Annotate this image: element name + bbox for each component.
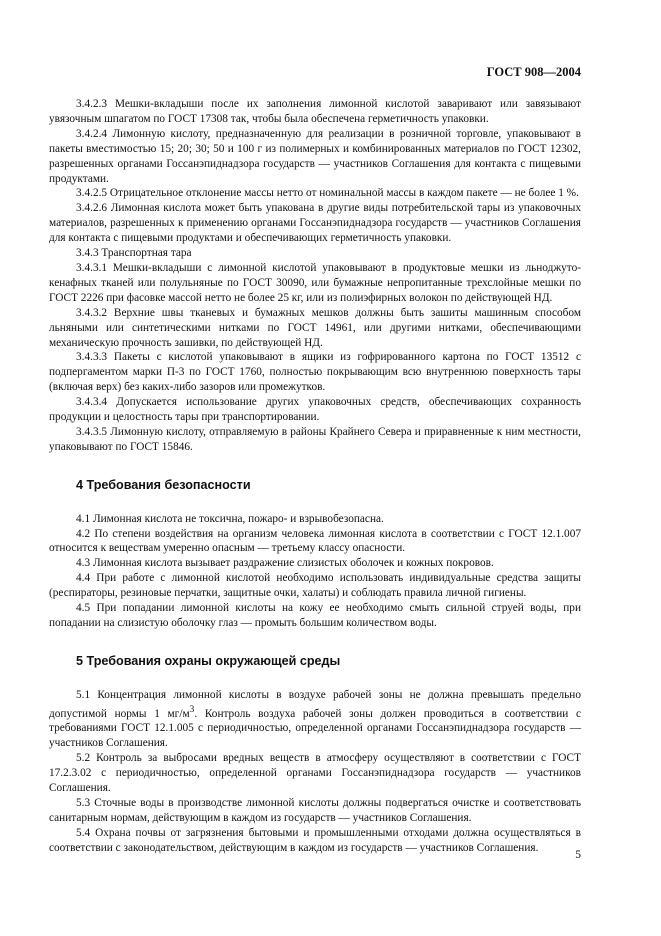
document-code-header: ГОСТ 908—2004 (486, 65, 581, 79)
paragraph-3-4-2-3: 3.4.2.3 Мешки-вкладыши после их заполнения лимонной кислотой заваривают или завязывают увязочным шпагатом по ГОСТ 17308 так, чтобы была обеспечена герметичность упаковки. (49, 98, 581, 125)
paragraph-3-4-3-3: 3.4.3.3 Пакеты с кислотой упаковывают в ящики из гофрированного картона по ГОСТ 13512 с подпергаментом марки П-3 по ГОСТ 1760, полностью покрывающим всю внутреннюю поверхность тары (включая верх) без каких-либо зазоров или промежутков. (49, 351, 581, 394)
paragraph-3-4-2-4: 3.4.2.4 Лимонную кислоту, предназначенную для реализации в розничной торговле, упаковывают в пакеты вместимостью 15; 20; 30; 50 и 100 г из полимерных и комбинированных материалов по ГОСТ 12302, разрешенных органами Госсанэпиднадзора государств — участников Соглашения для контакта с пищевыми продуктами. (49, 127, 581, 185)
paragraph-3-4-3-1: 3.4.3.1 Мешки-вкладыши с лимонной кислотой упаковывают в продуктовые мешки из льноджуто-кенафных тканей или полульняные по ГОСТ 30090, или бумажные непропитанные трехслойные мешки по ГОСТ 2226 при фасовке массой нетто не более 25 кг, или из полиэфирных волокон по действующей НД. (49, 261, 581, 304)
paragraph-3-4-2-6: 3.4.2.6 Лимонная кислота может быть упакована в другие виды потребительской тары из упаковочных материалов, разрешенных к применению органами Госсанэпиднадзора государств — участников Соглашения для контакта с пищевыми продуктами и обеспечивающих герметичность упаковки. (49, 202, 581, 245)
paragraph-3-4-3-4: 3.4.3.4 Допускается использование других упаковочных средств, обеспечивающих сохранность продукции и целостность тары при транспортировании. (49, 396, 581, 424)
paragraph-5-1-end: . Контроль воздуха рабочей зоны должен проводиться в соответствии с требованиями ГОСТ 12.1.005 с периодичностью, определенной органами Госсанэпиднадзора государств — участников Соглашения. (49, 707, 582, 750)
paragraph-4-4: 4.4 При работе с лимонной кислотой необходимо использовать индивидуальные средства защиты (респираторы, резиновые перчатки, защитные очки, халаты) и соблюдать правила личной гигиены. (49, 572, 581, 600)
section-4-heading: 4 Требования безопасности (76, 477, 251, 492)
paragraph-3-4-3-5: 3.4.3.5 Лимонную кислоту, отправляемую в районы Крайнего Севера и приравненные к ним местности, упаковывают по ГОСТ 15846. (49, 425, 581, 453)
section-5-heading: 5 Требования охраны окружающей среды (76, 653, 341, 668)
subheading-3-4-3: 3.4.3 Транспортная тара (76, 247, 192, 260)
paragraph-5-1-start: 5.1 Концентрация лимонной кислоты в воздухе рабочей зоны не должна превышать предельно допустимой нормы 1 мг/м (49, 688, 581, 720)
document-body (49, 97, 581, 856)
page-number: 5 (575, 849, 581, 861)
paragraph-5-4: 5.4 Охрана почвы от загрязнения бытовыми и промышленными отходами должна осуществляться в соответствии с законодательством, действующим в каждом из государств — участников Соглашения. (49, 826, 581, 854)
paragraph-3-4-3-2: 3.4.3.2 Верхние швы тканевых и бумажных мешков должны быть зашиты машинным способом льняными или синтетическими нитками по ГОСТ 14961, или другими нитками, обеспечивающими механическую прочность зашивки, по действующей НД. (49, 306, 581, 349)
paragraph-5-3: 5.3 Сточные воды в производстве лимонной кислоты должны подвергаться очистке и соответствовать санитарным нормам, действующим в каждом из государств — участников Соглашения. (49, 796, 581, 824)
paragraph-4-2: 4.2 По степени воздействия на организм человека лимонная кислота в соответствии с ГОСТ 12.1.007 относится к веществам умеренно опасным — третьему классу опасности. (49, 527, 581, 555)
paragraph-5-1 (49, 688, 581, 751)
superscript-3: 3 (189, 704, 195, 715)
paragraph-4-3: 4.3 Лимонная кислота вызывает раздражение слизистых оболочек и кожных покровов. (76, 557, 494, 570)
paragraph-4-1: 4.1 Лимонная кислота не токсична, пожаро- и взрывобезопасна. (76, 512, 384, 525)
paragraph-5-2: 5.2 Контроль за выбросами вредных веществ в атмосферу осуществляют в соответствии с ГОСТ 17.2.3.02 с периодичностью, определенной органами Госсанэпиднадзора государств — участников Соглашения. (49, 752, 581, 795)
paragraph-3-4-2-5: 3.4.2.5 Отрицательное отклонение массы нетто от номинальной массы в каждом пакете — не более 1 %. (76, 187, 579, 200)
paragraph-4-5: 4.5 При попадании лимонной кислоты на кожу ее необходимо смыть сильной струей воды, при попадании на слизистую оболочку глаз — промыть большим количеством воды. (49, 602, 581, 629)
